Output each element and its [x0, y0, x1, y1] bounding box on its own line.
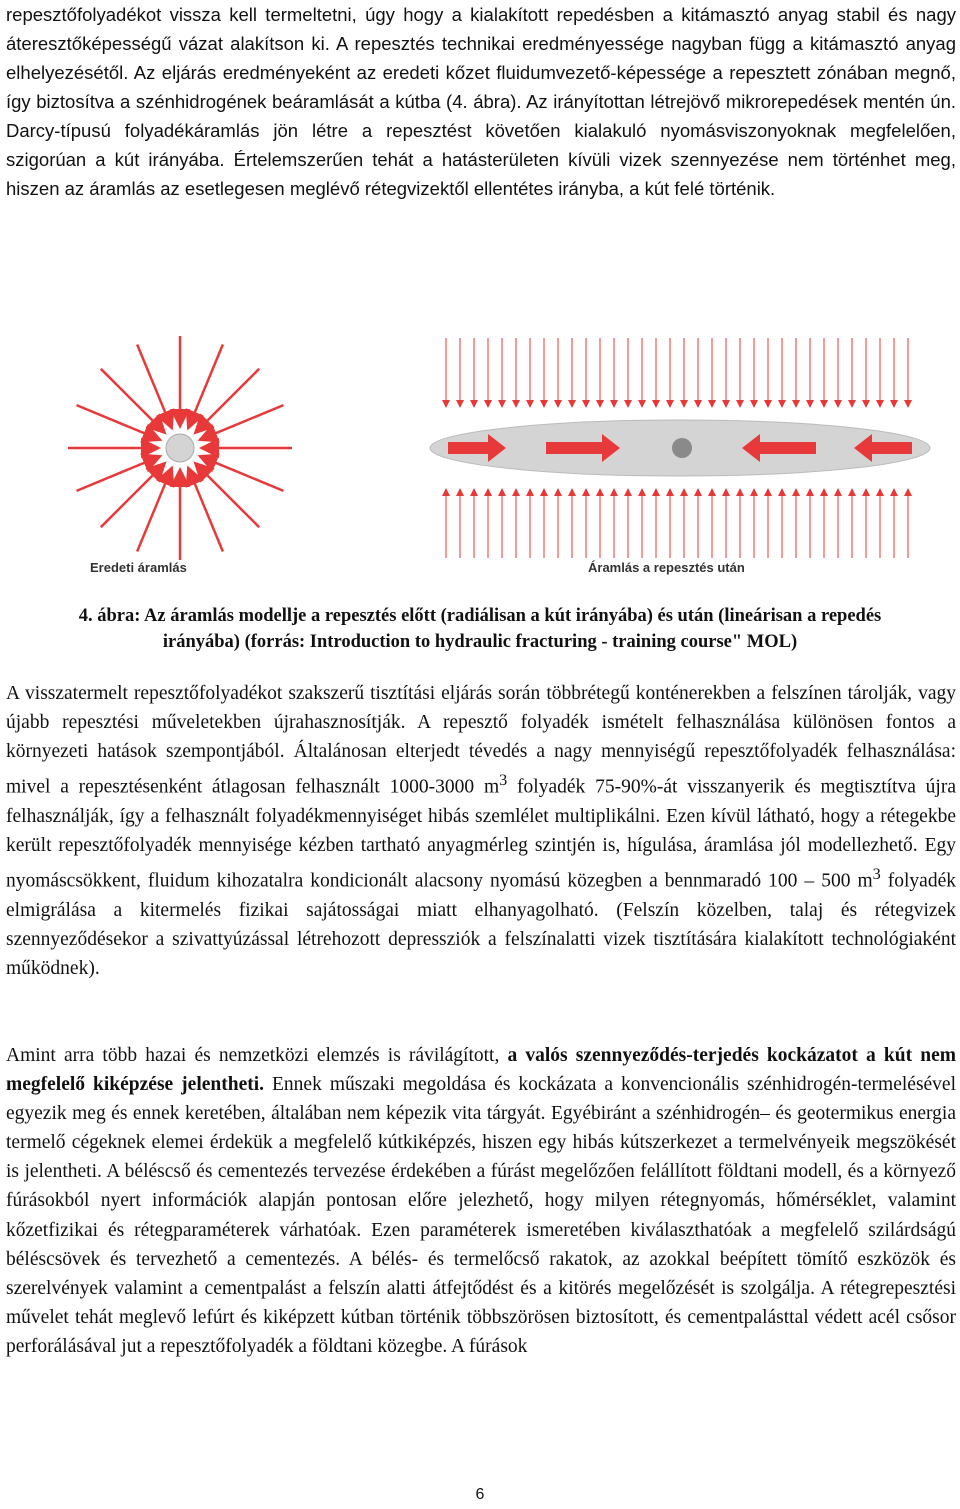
paragraph-well-risk-emphasis: a valós szennyeződés-terjedés kockázatot a kút nem megfelelő kiképzése jelentheti. — [6, 1045, 956, 1096]
radial-flow-arrow — [197, 369, 259, 431]
right-figure-label: Áramlás a repesztés után — [588, 560, 745, 575]
radial-flow-arrow — [77, 405, 158, 439]
paragraph-recycling-part2: folyadék 75-90%-át visszanyerik és megtisztítva újra felhasználják, így a felhasznált folyadékmennyiséget hibás szemlélet multiplikálni. Ezen kívül látható, hogy a rétegekbe került repesztőfolyadék mennyisége kézben tartható anyagmérleg szintjén is, hígulása, áramlása jól modellezhető. Egy nyomáscsökkent, fluidum kihozatalra kondicionált alacsony nyomású közegben a bennmaradó 100 – 500 m — [6, 776, 956, 892]
well-point-right — [672, 438, 692, 458]
radial-flow-arrow — [137, 470, 171, 551]
paragraph-recycling — [6, 679, 956, 983]
linear-flow-diagram — [430, 338, 930, 558]
radial-flow-arrow — [101, 465, 163, 527]
radial-flow-diagram — [68, 336, 292, 560]
flow-model-figure — [60, 310, 960, 590]
figure-caption-line1: 4. ábra: Az áramlás modellje a repesztés előtt (radiálisan a kút irányába) és után (lineárisan a repedés — [78, 606, 882, 626]
paragraph-well-risk-part1: Amint arra több hazai és nemzetközi elemzés is rávilágított, — [6, 1045, 508, 1066]
paragraph-recycling-part1: A visszatermelt repesztőfolyadékot szakszerű tisztítási eljárás során többrétegű konténerekben a felszínen tárolják, vagy újabb repesztési műveletekben újrahasznosítják. A repesztő folyadék ismételt felhasználása különösen fontos a környezeti hatások szempontjából. Általánosan elterjedt tévedés a nagy mennyiségű repesztőfolyadék felhasználása: mivel a repesztésenként átlagosan felhasznált 1000-3000 m — [6, 683, 956, 798]
radial-flow-arrow — [77, 457, 158, 491]
page-number: 6 — [475, 1486, 485, 1503]
well-point-left — [166, 434, 194, 462]
paragraph-recycling-part3: folyadék elmigrálása a kitermelés fizikai sajátosságai miatt elhanyagolható. (Felszín közelben, talaj és rétegvizek szennyeződésekor a szivattyúzással létrehozott depressziók a felszínalatti vizek tisztítására kialakított technológiaként működnek). — [6, 870, 956, 979]
cubic-superscript: 3 — [872, 865, 881, 884]
cubic-superscript: 3 — [499, 771, 508, 790]
intro-paragraph: repesztőfolyadékot vissza kell termeltetni, úgy hogy a kialakított repedésben a kitámasztó anyag stabil és nagy áteresztőképességű vázat alakítson ki. A repesztés technikai eredményessége nagyban függ a kitámasztó anyag elhelyezésétől. Az eljárás eredményeként az eredeti kőzet fluidumvezető-képessége a repesztett zónában megnő, így biztosítva a szénhidrogének beáramlását a kútba (4. ábra). Az irányítottan létrejövő mikrorepedések mentén ún. Darcy-típusú folyadékáramlás jön létre a repesztést követően kialakuló nyomásviszonyoknak megfelelően, szigorúan a kút irányába. Értelemszerűen tehát a hatásterületen kívüli vizek szennyezése nem történhet meg, hiszen az áramlás az esetlegesen meglévő rétegvizektől ellentétes irányba, a kút felé történik. — [6, 4, 956, 199]
left-figure-label: Eredeti áramlás — [90, 560, 187, 575]
radial-flow-arrow — [101, 369, 163, 431]
radial-flow-arrow — [189, 345, 223, 426]
radial-flow-arrow — [202, 405, 283, 439]
radial-flow-arrow — [189, 470, 223, 551]
paragraph-well-risk-part2: Ennek műszaki megoldása és kockázata a konvencionális szénhidrogén-termelésével egyezik meg és ennek keretében, általában nem képezik vita tárgyát. Egyébiránt a szénhidrogén– és geotermikus energia termelő cégeknek elemei érdekük a megfelelő kútkiképzés, hiszen egy hibás kútszerkezet a termelvényeik megszökését is jelentheti. A béléscső és cementezés tervezése érdekében a fúrást megelőzően felállított földtani modell, és a környező fúrásokból nyert információk alapján pontosan előre jelezhető, hogy milyen rétegnyomás, hőmérséklet, valamint kőzetfizikai és rétegparaméterek várhatóak. Ezen paraméterek ismeretében kiválaszthatóak a megfelelő szilárdságú béléscsövek és tervezhető a cementezés. A bélés- és termelőcső rakatok, az azokkal beépített tömítő eszközök és szerelvények valamint a cementpalást a felszín alatti átfejtődést és a kitörés megelőzését is szolgálja. A rétegrepesztési művelet tehát meglevő lefúrt és kiképzett kútban történik többszörösen biztosított, és cementpalásttal védett acél csősor perforálásával jut a repesztőfolyadék a földtani közegbe. A fúrások — [6, 1074, 957, 1357]
radial-flow-arrow — [202, 457, 283, 491]
radial-flow-arrow — [137, 345, 171, 426]
figure-caption-line2: irányába) (forrás: Introduction to hydraulic fracturing - training course" MOL) — [162, 632, 798, 652]
radial-flow-arrow — [197, 465, 259, 527]
figure-caption — [10, 603, 950, 655]
paragraph-well-risk — [6, 1041, 956, 1361]
